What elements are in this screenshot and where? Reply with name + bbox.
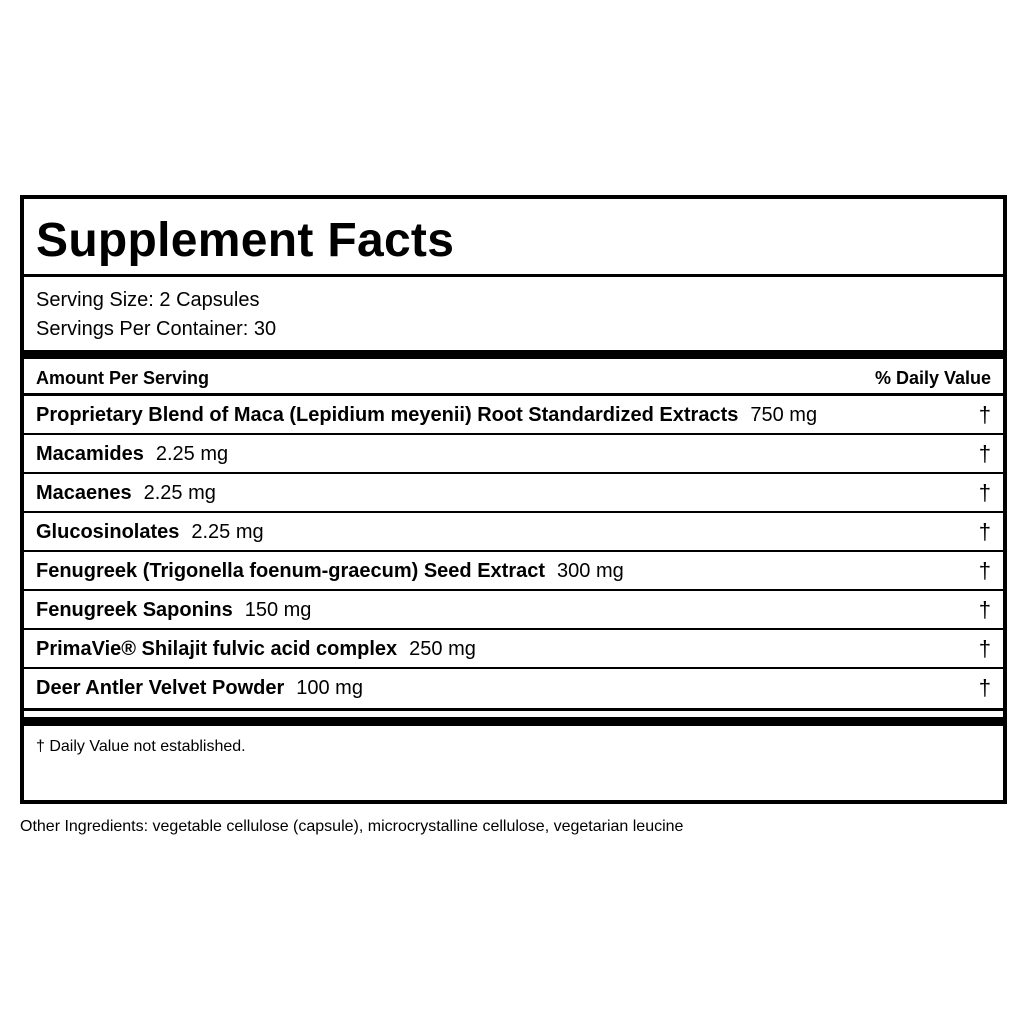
ingredient-name [36, 598, 311, 622]
row-divider [24, 589, 1003, 591]
ingredient-label: Fenugreek Saponins [36, 599, 233, 621]
divider [24, 274, 1003, 277]
daily-value-dagger: † [978, 597, 991, 622]
daily-value-dagger: † [978, 636, 991, 661]
ingredient-row [24, 591, 1003, 629]
supplement-facts-panel [20, 195, 1007, 804]
ingredient-row [24, 630, 1003, 668]
ingredient-amount: 150 mg [244, 599, 312, 621]
ingredient-amount: 100 mg [296, 677, 363, 699]
ingredient-row [24, 474, 1003, 512]
ingredient-name [36, 403, 817, 427]
ingredient-row [24, 396, 1003, 434]
ingredient-amount: 2.25 mg [143, 482, 216, 504]
daily-value-dagger: † [978, 480, 991, 505]
ingredient-label: Proprietary Blend of Maca (Lepidium meyenii) Root Standardized Extracts [36, 404, 739, 426]
ingredient-label: Glucosinolates [36, 521, 180, 543]
ingredient-label: PrimaVie® Shilajit fulvic acid complex [36, 638, 398, 660]
daily-value-dagger: † [978, 402, 991, 427]
ingredient-name [36, 637, 476, 661]
ingredient-row [24, 513, 1003, 551]
daily-value-header: % Daily Value [874, 368, 991, 388]
ingredient-amount: 750 mg [750, 404, 818, 426]
row-divider [24, 667, 1003, 669]
ingredient-name [36, 481, 216, 505]
daily-value-dagger: † [978, 558, 991, 583]
ingredient-amount: 2.25 mg [191, 521, 264, 543]
ingredient-amount: 250 mg [409, 638, 476, 660]
ingredient-row [24, 435, 1003, 473]
ingredient-label: Macamides [36, 443, 144, 465]
row-divider [24, 472, 1003, 474]
ingredient-row [24, 669, 1003, 707]
ingredient-amount: 2.25 mg [155, 443, 229, 465]
daily-value-dagger: † [978, 441, 991, 466]
panel-title: Supplement Facts [36, 214, 455, 267]
thick-divider [24, 350, 1003, 359]
ingredient-name [36, 520, 264, 544]
ingredient-label: Deer Antler Velvet Powder [36, 677, 285, 699]
ingredient-name [36, 676, 363, 700]
thick-divider [24, 717, 1003, 726]
daily-value-footnote: † Daily Value not established. [36, 738, 246, 755]
ingredient-amount: 300 mg [557, 560, 624, 582]
daily-value-dagger: † [978, 675, 991, 700]
ingredient-name [36, 442, 228, 466]
ingredient-name [36, 559, 624, 583]
servings-per-container: Servings Per Container: 30 [36, 318, 277, 340]
row-divider [24, 550, 1003, 552]
ingredient-label: Fenugreek (Trigonella foenum-graecum) Seed Extract [36, 560, 546, 582]
other-ingredients: Other Ingredients: vegetable cellulose (capsule), microcrystalline cellulose, vegetarian leucine [20, 818, 684, 835]
amount-per-serving-header: Amount Per Serving [36, 368, 210, 388]
row-divider [24, 433, 1003, 435]
daily-value-dagger: † [978, 519, 991, 544]
row-divider [24, 511, 1003, 513]
divider [24, 708, 1003, 711]
row-divider [24, 628, 1003, 630]
serving-size: Serving Size: 2 Capsules [36, 289, 260, 311]
ingredient-row [24, 552, 1003, 590]
ingredient-label: Macaenes [36, 482, 132, 504]
